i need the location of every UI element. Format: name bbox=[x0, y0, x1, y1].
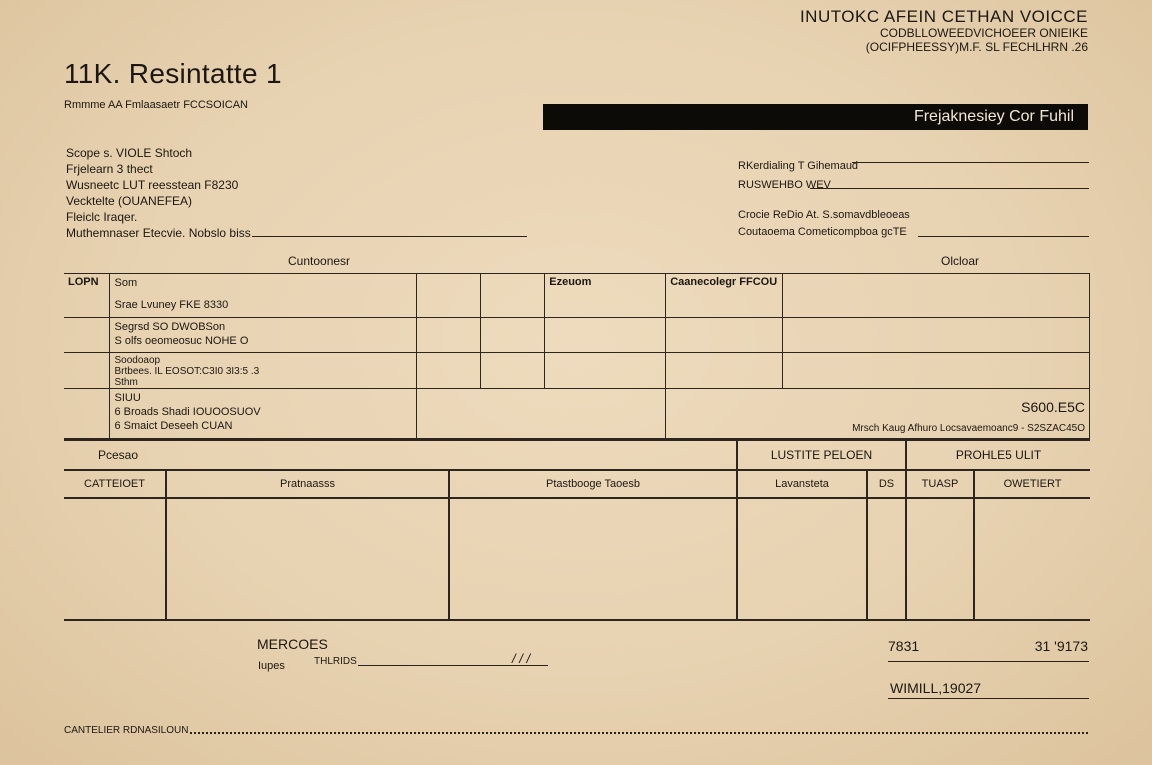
grid-cell-text: Sthm bbox=[114, 377, 138, 388]
banner-bar: Frejaknesiey Cor Fuhil bbox=[543, 104, 1088, 130]
column-header: CATTEIOET bbox=[64, 470, 166, 498]
grid-cell bbox=[666, 353, 783, 389]
footer-label: THLRIDS bbox=[314, 656, 357, 667]
bottom-dotted-rule bbox=[190, 732, 1088, 734]
total-underline bbox=[888, 661, 1089, 662]
grid-cell bbox=[545, 353, 666, 389]
total-right: 31 '9173 bbox=[1034, 638, 1088, 654]
right-field-line bbox=[918, 236, 1089, 237]
line-items-heading: Pcesao bbox=[64, 440, 737, 470]
bill-to-block bbox=[66, 145, 251, 241]
footer-date: WIMILL,19027 bbox=[890, 680, 982, 696]
grid-cell-text: Brtbees. IL EOSOT:C3I0 3I3:5 .3 bbox=[114, 366, 260, 377]
bottom-label: CANTELIER RDNASILOUN bbox=[64, 725, 189, 736]
grid-cell bbox=[64, 389, 110, 439]
grid-cell bbox=[481, 274, 545, 318]
grid-cell bbox=[64, 318, 110, 353]
section-heading-order: Olcloar bbox=[941, 254, 980, 268]
document-subtitle: Rmmme AA Fmlaasaetr FCCSOICAN bbox=[64, 99, 248, 111]
bill-to-last-label: Muthemnaser Etecvie. Nobslo biss bbox=[66, 226, 251, 240]
grid-cell bbox=[417, 274, 481, 318]
bill-to-underline bbox=[252, 236, 527, 237]
grid-cell bbox=[783, 353, 1090, 389]
line-item-cell bbox=[64, 498, 166, 620]
bill-to-line: Fleiclc Iraqer. bbox=[66, 210, 138, 224]
row-label: LOPN bbox=[64, 274, 110, 318]
grid-cell-text: 6 Broads Shadi IOUOOSUOV bbox=[114, 406, 261, 418]
line-item-cell bbox=[906, 498, 974, 620]
grid-cell bbox=[783, 274, 1090, 318]
grid-cell bbox=[481, 318, 545, 353]
column-header: TUASP bbox=[906, 470, 974, 498]
section-heading-customer: Cuntoonesr bbox=[288, 254, 351, 268]
grid-cell-text: Som bbox=[114, 277, 138, 289]
right-field-line bbox=[852, 162, 1089, 163]
grid-cell bbox=[666, 318, 783, 353]
grid-cell bbox=[110, 353, 417, 389]
grid-column-head: Caanecolegr FFCOU bbox=[666, 274, 783, 318]
total-left: 7831 bbox=[888, 638, 920, 654]
grid-cell bbox=[110, 274, 417, 318]
row-note: Mrsch Kaug Afhuro Locsavaemoanc9 - S2SZAC45O bbox=[852, 423, 1085, 434]
bill-to-line: Frjelearn 3 thect bbox=[66, 162, 153, 176]
line-item-cell bbox=[449, 498, 737, 620]
line-item-cell bbox=[867, 498, 906, 620]
grid-cell bbox=[110, 389, 417, 439]
grid-column-head: Ezeuom bbox=[545, 274, 666, 318]
grid-cell bbox=[417, 389, 666, 439]
grid-cell-text: 6 Smaict Deseeh CUAN bbox=[114, 420, 233, 432]
grid-cell-text: Segrsd SO DWOBSon bbox=[114, 321, 226, 333]
document-title: 11K. Resintatte 1 bbox=[64, 58, 282, 89]
grid-cell bbox=[64, 353, 110, 389]
right-field-line bbox=[810, 188, 1089, 189]
grid-cell-text: Srae Lvuney FKE 8330 bbox=[114, 299, 229, 311]
footer-slash-marks: / / / bbox=[512, 651, 531, 666]
grid-cell bbox=[545, 318, 666, 353]
line-item-cell bbox=[974, 498, 1090, 620]
right-field-label: Coutaoema Cometicompboa gcTE bbox=[738, 226, 907, 238]
company-address-line: CODBLLOWEEDVICHOEER ONIEIKE bbox=[879, 26, 1088, 40]
grid-cell bbox=[417, 353, 481, 389]
footer-label: MERCOES bbox=[257, 636, 328, 652]
company-name: INUTOKC AFEIN CETHAN VOICCE bbox=[799, 7, 1088, 26]
line-item-cell bbox=[737, 498, 867, 620]
column-header: Lavansteta bbox=[737, 470, 867, 498]
grid-cell-summary bbox=[666, 389, 1090, 439]
column-header: Ptastbooge Taoesb bbox=[449, 470, 737, 498]
company-contact-line: (OCIFPHEESSY)M.F. SL FECHLHRN .26 bbox=[865, 40, 1088, 54]
row-amount: S600.E5C bbox=[1021, 399, 1085, 415]
grid-cell bbox=[110, 318, 417, 353]
line-items-table bbox=[64, 439, 1090, 621]
bill-to-line: Vecktelte (OUANEFEA) bbox=[66, 194, 193, 208]
date-underline bbox=[888, 698, 1089, 699]
grid-cell bbox=[417, 318, 481, 353]
footer-label: Iupes bbox=[258, 660, 285, 672]
detail-grid bbox=[64, 273, 1090, 439]
grid-cell-text: S olfs oeomeosuc NOHE O bbox=[114, 335, 249, 347]
right-field-label: RKerdialing T Gihemaud bbox=[738, 160, 859, 172]
grid-cell bbox=[783, 318, 1090, 353]
column-header: OWETIERT bbox=[974, 470, 1090, 498]
right-field-label: Crocie ReDio At. S.somavdbleoeas bbox=[738, 209, 910, 221]
column-header: DS bbox=[867, 470, 906, 498]
bill-to-line: Scope s. VIOLE Shtoch bbox=[66, 146, 193, 160]
grid-cell-text: SIUU bbox=[114, 392, 141, 404]
column-header: Pratnaasss bbox=[166, 470, 449, 498]
line-items-heading: PROHLE5 ULIT bbox=[906, 440, 1090, 470]
grid-cell-text: Soodoaop bbox=[114, 355, 161, 366]
line-items-heading: LUSTITE PELOEN bbox=[737, 440, 906, 470]
line-item-cell bbox=[166, 498, 449, 620]
bill-to-line: Wusneetc LUT reesstean F8230 bbox=[66, 178, 239, 192]
right-field-label: RUSWEHBO WEV bbox=[738, 179, 831, 191]
grid-cell bbox=[481, 353, 545, 389]
